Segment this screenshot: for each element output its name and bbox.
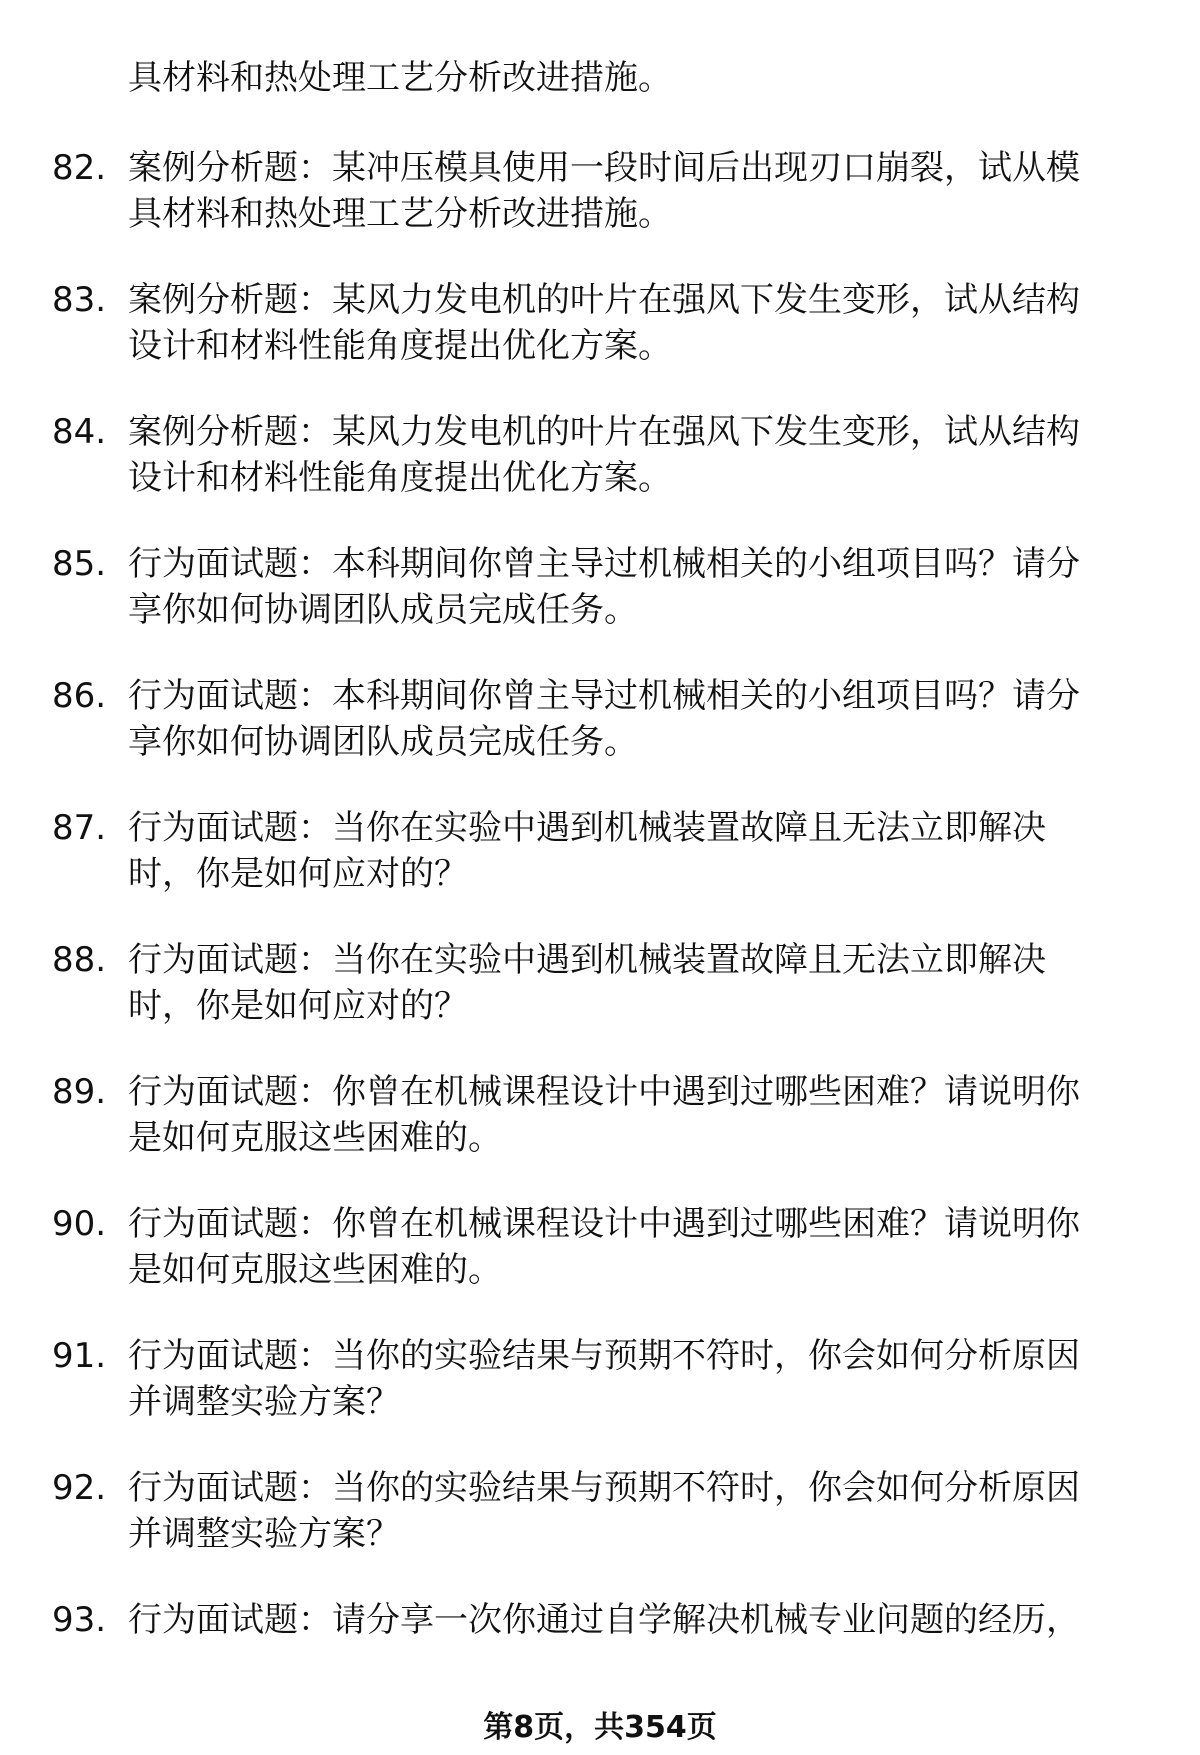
question-text (128, 145, 1158, 237)
question-number: 86. (52, 676, 107, 716)
question-line: 案例分析题：某冲压模具使用一段时间后出现刃口崩裂，试从模 (128, 148, 1080, 188)
question-item-84 (0, 409, 1200, 541)
question-line: 行为面试题：本科期间你曾主导过机械相关的小组项目吗？请分 (128, 676, 1080, 716)
question-item-92 (0, 1465, 1200, 1597)
question-number: 89. (52, 1072, 107, 1112)
question-item-82 (0, 145, 1200, 277)
question-number: 85. (52, 544, 107, 584)
question-item-86 (0, 673, 1200, 805)
question-number: 91. (52, 1336, 107, 1376)
question-line: 是如何克服这些困难的。 (128, 1250, 502, 1290)
question-text (128, 673, 1158, 765)
question-line: 行为面试题：请分享一次你通过自学解决机械专业问题的经历， (128, 1600, 1080, 1640)
question-number: 83. (52, 280, 107, 320)
question-item-83 (0, 277, 1200, 409)
question-text (128, 541, 1158, 633)
question-text (128, 1201, 1158, 1293)
question-line: 行为面试题：你曾在机械课程设计中遇到过哪些困难？请说明你 (128, 1204, 1080, 1244)
question-item-91 (0, 1333, 1200, 1465)
question-line: 享你如何协调团队成员完成任务。 (128, 590, 638, 630)
page-footer: 第8页，共354页 (483, 1710, 717, 1745)
question-line: 行为面试题：当你的实验结果与预期不符时，你会如何分析原因 (128, 1468, 1080, 1508)
question-number: 92. (52, 1468, 107, 1508)
question-line: 行为面试题：本科期间你曾主导过机械相关的小组项目吗？请分 (128, 544, 1080, 584)
question-text (128, 1465, 1158, 1557)
question-number: 90. (52, 1204, 107, 1244)
question-line: 具材料和热处理工艺分析改进措施。 (128, 194, 672, 234)
question-item-88 (0, 937, 1200, 1069)
question-line: 案例分析题：某风力发电机的叶片在强风下发生变形，试从结构 (128, 280, 1080, 320)
question-number: 87. (52, 808, 107, 848)
question-line: 行为面试题：当你在实验中遇到机械装置故障且无法立即解决 (128, 808, 1046, 848)
question-text (128, 409, 1158, 501)
question-text (128, 805, 1158, 897)
question-line: 行为面试题：当你在实验中遇到机械装置故障且无法立即解决 (128, 940, 1046, 980)
question-number: 93. (52, 1600, 107, 1640)
question-text (128, 277, 1158, 369)
question-item-90 (0, 1201, 1200, 1333)
question-item-85 (0, 541, 1200, 673)
question-line: 行为面试题：当你的实验结果与预期不符时，你会如何分析原因 (128, 1336, 1080, 1376)
question-number: 84. (52, 412, 107, 452)
question-line: 并调整实验方案？ (128, 1514, 400, 1554)
question-line: 时，你是如何应对的？ (128, 986, 468, 1026)
question-text (128, 1333, 1158, 1425)
question-line: 享你如何协调团队成员完成任务。 (128, 722, 638, 762)
question-line: 行为面试题：你曾在机械课程设计中遇到过哪些困难？请说明你 (128, 1072, 1080, 1112)
continuation-text: 具材料和热处理工艺分析改进措施。 (128, 58, 672, 98)
question-text (128, 937, 1158, 1029)
question-line: 时，你是如何应对的？ (128, 854, 468, 894)
question-line: 是如何克服这些困难的。 (128, 1118, 502, 1158)
question-item-87 (0, 805, 1200, 937)
question-line: 设计和材料性能角度提出优化方案。 (128, 326, 672, 366)
question-line: 设计和材料性能角度提出优化方案。 (128, 458, 672, 498)
question-item-89 (0, 1069, 1200, 1201)
question-number: 82. (52, 148, 107, 188)
question-line: 并调整实验方案？ (128, 1382, 400, 1422)
question-number: 88. (52, 940, 107, 980)
question-text (128, 1597, 1158, 1643)
question-line: 案例分析题：某风力发电机的叶片在强风下发生变形，试从结构 (128, 412, 1080, 452)
question-text (128, 1069, 1158, 1161)
question-list (0, 145, 1200, 1729)
